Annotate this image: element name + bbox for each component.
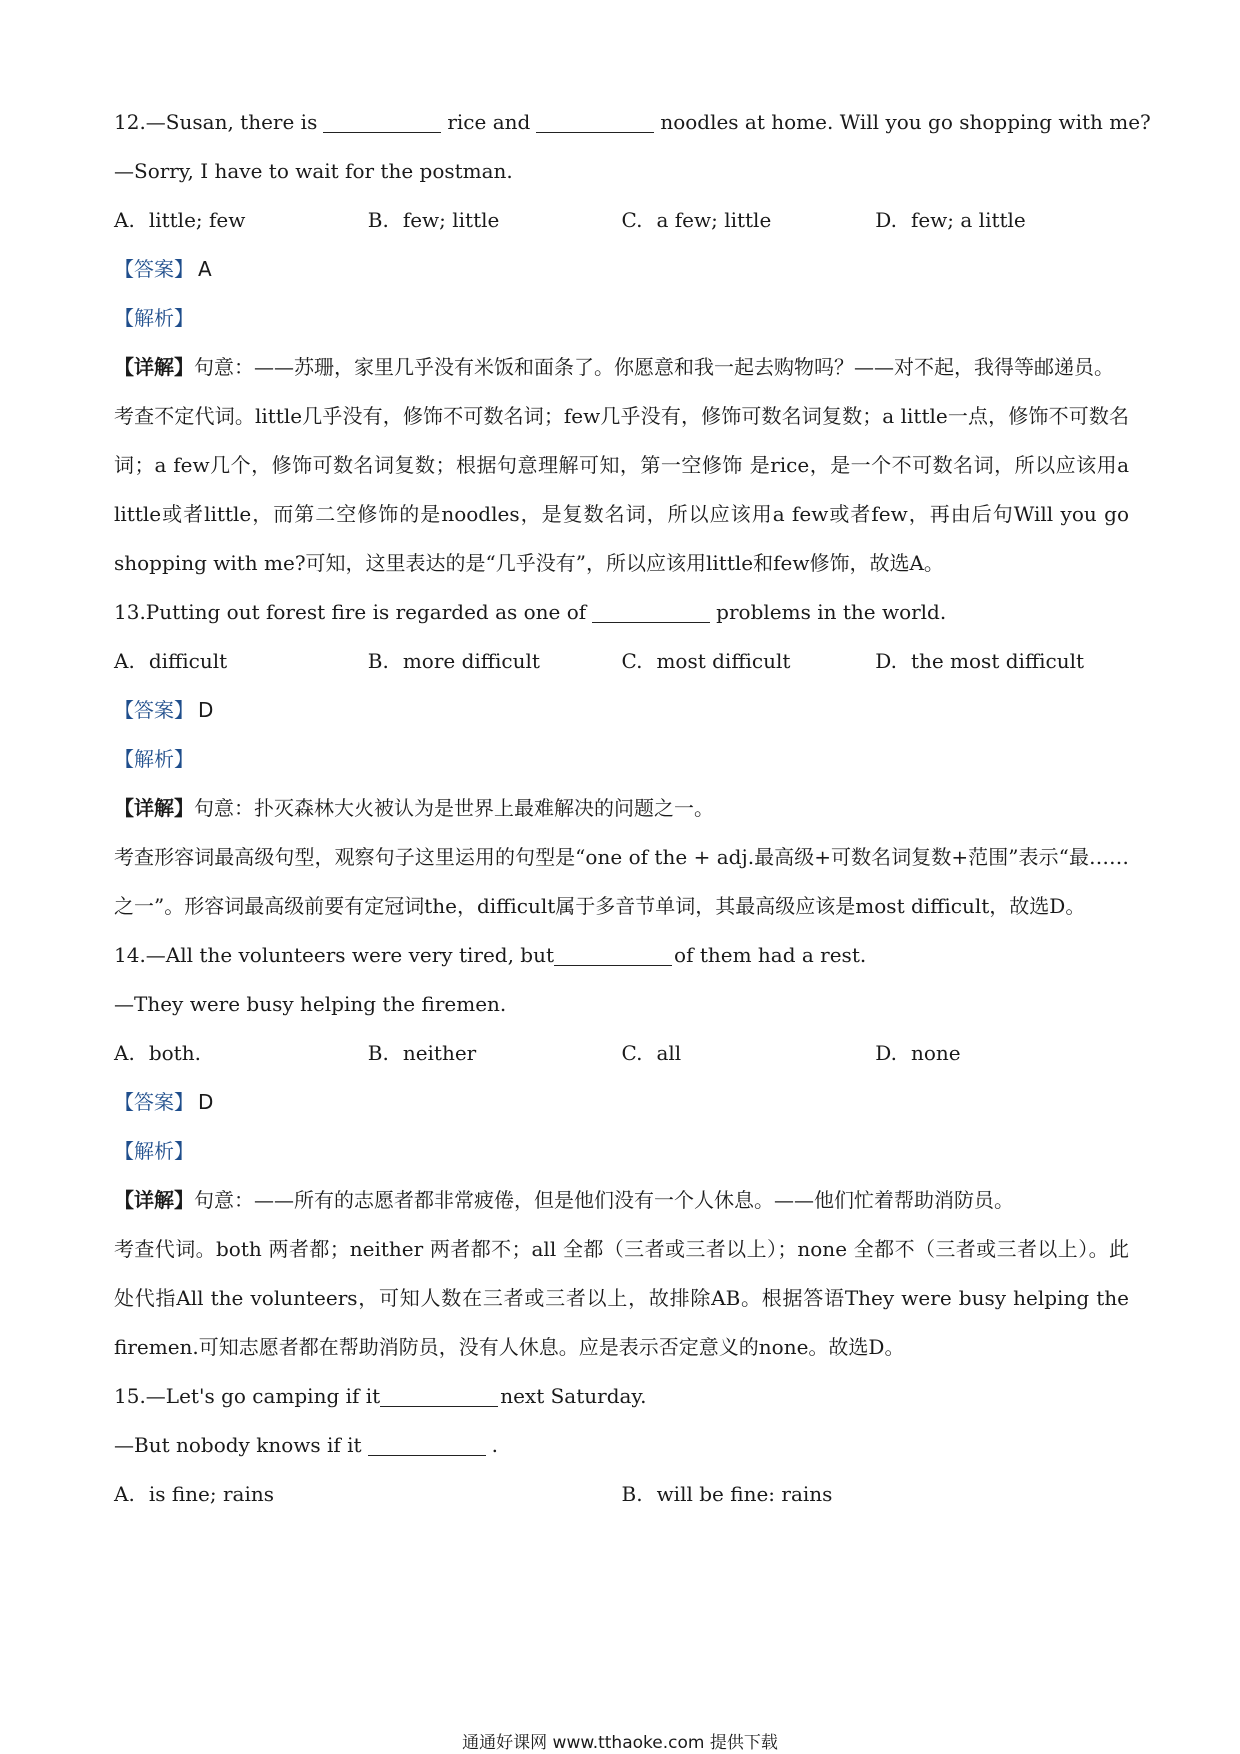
answer-tag: 【答案】 bbox=[114, 1090, 194, 1114]
q13-stem-part2: problems in the world. bbox=[716, 600, 947, 624]
document-page bbox=[114, 98, 1151, 1519]
q13-stem bbox=[114, 588, 1129, 637]
detail-tag: 【详解】 bbox=[114, 355, 194, 379]
q15-stem-part2: next Saturday. bbox=[500, 1384, 647, 1408]
q13-options bbox=[114, 637, 1129, 686]
q14-stem bbox=[114, 931, 1129, 980]
answer-tag: 【答案】 bbox=[114, 698, 194, 722]
q12-detail-1: 【详解】句意：——苏珊，家里几乎没有米饭和面条了。你愿意和我一起去购物吗？——对不起，我得等邮递员。 bbox=[114, 355, 1114, 379]
q15-reply bbox=[114, 1421, 1129, 1470]
q12-answer-value: A bbox=[198, 257, 212, 281]
analysis-tag: 【解析】 bbox=[114, 1139, 194, 1163]
q13-option-d: D. the most difficult bbox=[875, 649, 1085, 673]
q13-blank-1 bbox=[592, 602, 710, 623]
q14-answer-value: D bbox=[198, 1090, 214, 1114]
q12-analysis bbox=[114, 294, 1129, 343]
q12-answer bbox=[114, 245, 1129, 294]
q14-detail-2: 考查代词。both 两者都；neither 两者都不；all 全都（三者或三者以上）；none 全都不（三者或三者以上）。此处代指All the volunteers，可知人数在三者或三者以上，故排除AB。根据答语They were busy helping the firemen.可知志愿者都在帮助消防员，没有人休息。应是表示否定意义的none。故选D。 bbox=[114, 1237, 1129, 1359]
q15-blank-2 bbox=[368, 1435, 486, 1456]
q13-option-c: C. most difficult bbox=[621, 649, 791, 673]
q12-detail-2: 考查不定代词。little几乎没有，修饰不可数名词；few几乎没有，修饰可数名词复数；a little一点，修饰不可数名词；a few几个，修饰可数名词复数；根据句意理解可知，第一空修饰 是rice，是一个不可数名词，所以应该用a little或者little，而第二空修饰的是noodles，是复数名词，所以应该用a few或者few，再由后句Will you go shopping with me?可知，这里表达的是“几乎没有”，所以应该用little和few修饰，故选A。 bbox=[114, 404, 1129, 575]
q12-option-d: D. few; a little bbox=[875, 208, 1026, 232]
q14-detail-1: 【详解】句意：——所有的志愿者都非常疲倦，但是他们没有一个人休息。——他们忙着帮助消防员。 bbox=[114, 1188, 1014, 1212]
q14-option-d: D. none bbox=[875, 1041, 961, 1065]
q12-stem-part1: 12.—Susan, there is bbox=[114, 110, 318, 134]
q12-blank-1 bbox=[323, 112, 441, 133]
q12-stem-part2: rice and bbox=[447, 110, 531, 134]
q13-answer bbox=[114, 686, 1129, 735]
q15-options bbox=[114, 1470, 1129, 1519]
q15-option-a: A. is fine; rains bbox=[114, 1482, 275, 1506]
q15-blank-1 bbox=[380, 1386, 498, 1407]
q14-options bbox=[114, 1029, 1129, 1078]
q13-detail-1: 【详解】句意：扑灭森林大火被认为是世界上最难解决的问题之一。 bbox=[114, 796, 714, 820]
q12-reply: —Sorry, I have to wait for the postman. bbox=[114, 159, 513, 183]
q14-blank-1 bbox=[554, 945, 672, 966]
q13-answer-value: D bbox=[198, 698, 214, 722]
page-footer: 通通好课网 www.tthaoke.com 提供下载 bbox=[462, 1733, 778, 1753]
q14-option-c: C. all bbox=[621, 1041, 682, 1065]
q15-stem-part1: 15.—Let's go camping if it bbox=[114, 1384, 381, 1408]
q13-option-a: A. difficult bbox=[114, 649, 228, 673]
q13-option-b: B. more difficult bbox=[367, 649, 540, 673]
q13-analysis bbox=[114, 735, 1129, 784]
q12-option-b: B. few; little bbox=[367, 208, 500, 232]
analysis-tag: 【解析】 bbox=[114, 747, 194, 771]
detail-tag: 【详解】 bbox=[114, 1188, 194, 1212]
q15-option-b: B. will be fine: rains bbox=[621, 1482, 833, 1506]
q14-analysis bbox=[114, 1127, 1129, 1176]
q14-stem-part1: 14.—All the volunteers were very tired, but bbox=[114, 943, 555, 967]
q13-detail-2: 考查形容词最高级句型，观察句子这里运用的句型是“one of the + adj.最高级+可数名词复数+范围”表示“最……之一”。形容词最高级前要有定冠词the，difficult属于多音节单词，其最高级应该是most difficult，故选D。 bbox=[114, 845, 1129, 918]
q14-stem-part2: of them had a rest. bbox=[674, 943, 867, 967]
q15-reply-part1: —But nobody knows if it bbox=[114, 1433, 362, 1457]
q14-reply: —They were busy helping the firemen. bbox=[114, 992, 507, 1016]
answer-tag: 【答案】 bbox=[114, 257, 194, 281]
q12-stem-part3: noodles at home. Will you go shopping with me? bbox=[660, 110, 1151, 134]
q15-stem bbox=[114, 1372, 1129, 1421]
q12-blank-2 bbox=[536, 112, 654, 133]
q15-reply-part2: . bbox=[491, 1433, 498, 1457]
q12-option-c: C. a few; little bbox=[621, 208, 772, 232]
q12-stem bbox=[114, 98, 1151, 147]
detail-tag: 【详解】 bbox=[114, 796, 194, 820]
q14-answer bbox=[114, 1078, 1129, 1127]
q13-stem-part1: 13.Putting out forest fire is regarded as one of bbox=[114, 600, 587, 624]
q14-option-b: B. neither bbox=[367, 1041, 477, 1065]
analysis-tag: 【解析】 bbox=[114, 306, 194, 330]
q12-options bbox=[114, 196, 1129, 245]
q14-option-a: A. both. bbox=[114, 1041, 201, 1065]
q12-option-a: A. little; few bbox=[114, 208, 246, 232]
